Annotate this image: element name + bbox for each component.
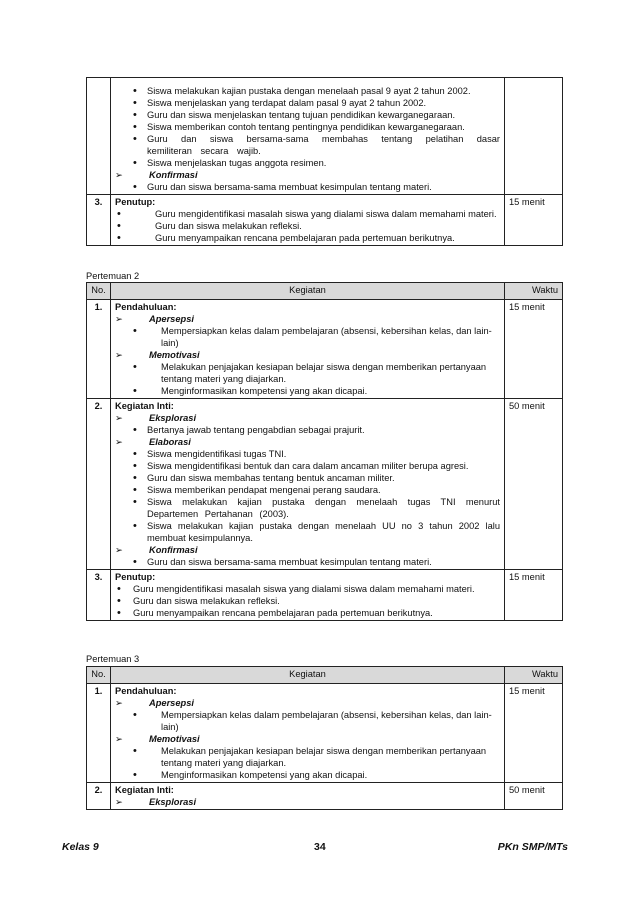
list-item: • Siswa mengidentifikasi tugas TNI. [115, 448, 500, 460]
list-item: • Mempersiapkan kelas dalam pembelajaran (absensi, kebersihan kelas, dan lain-lain) [115, 709, 500, 733]
list-item: • Siswa menjelaskan yang terdapat dalam pasal 9 ayat 2 tahun 2002. [115, 97, 500, 109]
arrow-bullet-icon: ➢ [115, 437, 123, 447]
list-item: • Menginformasikan kompetensi yang akan dicapai. [115, 385, 500, 397]
waktu-cell: 50 menit [505, 399, 563, 570]
apersepsi-heading [115, 697, 500, 709]
pendahuluan-row [87, 684, 563, 783]
row-number: 1. [87, 684, 111, 783]
elaborasi-label: Elaborasi [149, 437, 191, 447]
inti-title: Kegiatan Inti: [115, 401, 174, 411]
apersepsi-label: Apersepsi [149, 698, 194, 708]
pertemuan-2-heading: Pertemuan 2 [86, 271, 140, 281]
header-no: No. [87, 283, 111, 300]
footer-subject-label: PKn SMP/MTs [497, 841, 568, 853]
row-number: 2. [87, 399, 111, 570]
list-item: • Siswa melakukan kajian pustaka dengan menelaah pasal 9 ayat 2 tahun 2002. [115, 85, 500, 97]
continuation-row [87, 78, 563, 195]
arrow-bullet-icon: ➢ [115, 797, 123, 807]
inti-row [87, 399, 563, 570]
eksplorasi-heading [115, 412, 500, 424]
list-item: • Bertanya jawab tentang pengabdian sebagai prajurit. [115, 424, 500, 436]
row-number: 3. [87, 195, 111, 246]
motivasi-label: Memotivasi [149, 350, 200, 360]
header-row [87, 667, 563, 684]
arrow-bullet-icon: ➢ [115, 698, 123, 708]
header-kegiatan: Kegiatan [111, 283, 505, 300]
motivasi-list [115, 745, 500, 781]
arrow-bullet-icon: ➢ [115, 413, 123, 423]
konfirmasi-label: Konfirmasi [149, 170, 198, 180]
eksplorasi-heading [115, 796, 500, 808]
continuation-table [86, 77, 563, 246]
list-item: • Guru dan siswa menjelaskan tentang tujuan pendidikan kewarganegaraan. [115, 109, 500, 121]
list-item: • Melakukan penjajakan kesiapan belajar siswa dengan memberikan pertanyaan tentang materi yang diajarkan. [115, 361, 500, 385]
pertemuan-2-table [86, 282, 563, 621]
penutup-row [87, 195, 563, 246]
list-item: • Guru dan siswa bersama-sama membuat kesimpulan tentang materi. [115, 556, 500, 568]
apersepsi-label: Apersepsi [149, 314, 194, 324]
list-item: • Guru dan siswa melakukan refleksi. [115, 220, 500, 232]
footer-class-label: Kelas 9 [62, 841, 99, 853]
motivasi-heading [115, 733, 500, 745]
pendahuluan-title: Pendahuluan: [115, 302, 177, 312]
konfirmasi-heading [115, 544, 500, 556]
list-item: • Guru dan siswa bersama-sama membuat kesimpulan tentang materi. [115, 181, 500, 193]
list-item: • Guru dan siswa membahas tentang bentuk ancaman militer. [115, 472, 500, 484]
elaborasi-heading [115, 436, 500, 448]
list-item: • Siswa memberikan contoh tentang pentingnya pendidikan kewarganegaraan. [115, 121, 500, 133]
penutup-title: Penutup: [115, 197, 156, 207]
list-item: • Guru dan siswa melakukan refleksi. [115, 595, 500, 607]
motivasi-list [115, 361, 500, 397]
waktu-cell: 15 menit [505, 684, 563, 783]
pertemuan-3-heading: Pertemuan 3 [86, 654, 140, 664]
list-item: • Guru menyampaikan rencana pembelajaran pada pertemuan berikutnya. [115, 607, 500, 619]
waktu-cell: 15 menit [505, 195, 563, 246]
pendahuluan-row [87, 300, 563, 399]
footer-page-number: 34 [314, 841, 326, 853]
eksplorasi-label: Eksplorasi [149, 413, 197, 423]
list-item: • Siswa melakukan kajian pustaka dengan menelaah UU no 3 tahun 2002 lalu membuat kesimpulannya. [115, 520, 500, 544]
motivasi-heading [115, 349, 500, 361]
list-item: • Guru menyampaikan rencana pembelajaran pada pertemuan berikutnya. [115, 232, 500, 244]
pertemuan-3-table [86, 666, 563, 810]
arrow-bullet-icon: ➢ [115, 734, 123, 744]
row-number: 1. [87, 300, 111, 399]
penutup-list [115, 208, 500, 244]
arrow-bullet-icon: ➢ [115, 350, 123, 360]
list-item: • Siswa menjelaskan tugas anggota resimen. [115, 157, 500, 169]
header-waktu: Waktu [505, 667, 563, 684]
list-item: • Siswa melakukan kajian pustaka dengan menelaah tugas TNI menurut Departemen Pertahanan (2003). [115, 496, 500, 520]
apersepsi-list [115, 325, 500, 349]
list-item: • Guru mengidentifikasi masalah siswa yang dialami siswa dalam memahami materi. [115, 208, 500, 220]
list-item: • Guru dan siswa bersama-sama membahas tentang pelatihan dasar kemiliteran secara wajib. [115, 133, 500, 157]
row-number: 2. [87, 783, 111, 810]
header-waktu: Waktu [505, 283, 563, 300]
apersepsi-list [115, 709, 500, 733]
continuation-list [115, 85, 500, 169]
konfirmasi-list [115, 181, 500, 193]
list-item: • Siswa memberikan pendapat mengenai perang saudara. [115, 484, 500, 496]
pendahuluan-title: Pendahuluan: [115, 686, 177, 696]
header-row [87, 283, 563, 300]
penutup-row [87, 570, 563, 621]
eksplorasi-list [115, 424, 500, 436]
arrow-bullet-icon: ➢ [115, 314, 123, 324]
inti-title: Kegiatan Inti: [115, 785, 174, 795]
inti-row [87, 783, 563, 810]
row-number: 3. [87, 570, 111, 621]
list-item: • Menginformasikan kompetensi yang akan dicapai. [115, 769, 500, 781]
penutup-list [115, 583, 500, 619]
konfirmasi-label: Konfirmasi [149, 545, 198, 555]
waktu-cell: 50 menit [505, 783, 563, 810]
waktu-cell: 15 menit [505, 570, 563, 621]
arrow-bullet-icon: ➢ [115, 545, 123, 555]
elaborasi-list [115, 448, 500, 544]
konfirmasi-list [115, 556, 500, 568]
header-kegiatan: Kegiatan [111, 667, 505, 684]
konfirmasi-heading [115, 169, 500, 181]
header-no: No. [87, 667, 111, 684]
list-item: • Melakukan penjajakan kesiapan belajar siswa dengan memberikan pertanyaan tentang materi yang diajarkan. [115, 745, 500, 769]
eksplorasi-label: Eksplorasi [149, 797, 197, 807]
arrow-bullet-icon: ➢ [115, 170, 123, 180]
list-item: • Guru mengidentifikasi masalah siswa yang dialami siswa dalam memahami materi. [115, 583, 500, 595]
list-item: • Mempersiapkan kelas dalam pembelajaran (absensi, kebersihan kelas, dan lain-lain) [115, 325, 500, 349]
list-item: • Siswa mengidentifikasi bentuk dan cara dalam ancaman militer berupa agresi. [115, 460, 500, 472]
penutup-title: Penutup: [115, 572, 156, 582]
apersepsi-heading [115, 313, 500, 325]
waktu-cell: 15 menit [505, 300, 563, 399]
motivasi-label: Memotivasi [149, 734, 200, 744]
